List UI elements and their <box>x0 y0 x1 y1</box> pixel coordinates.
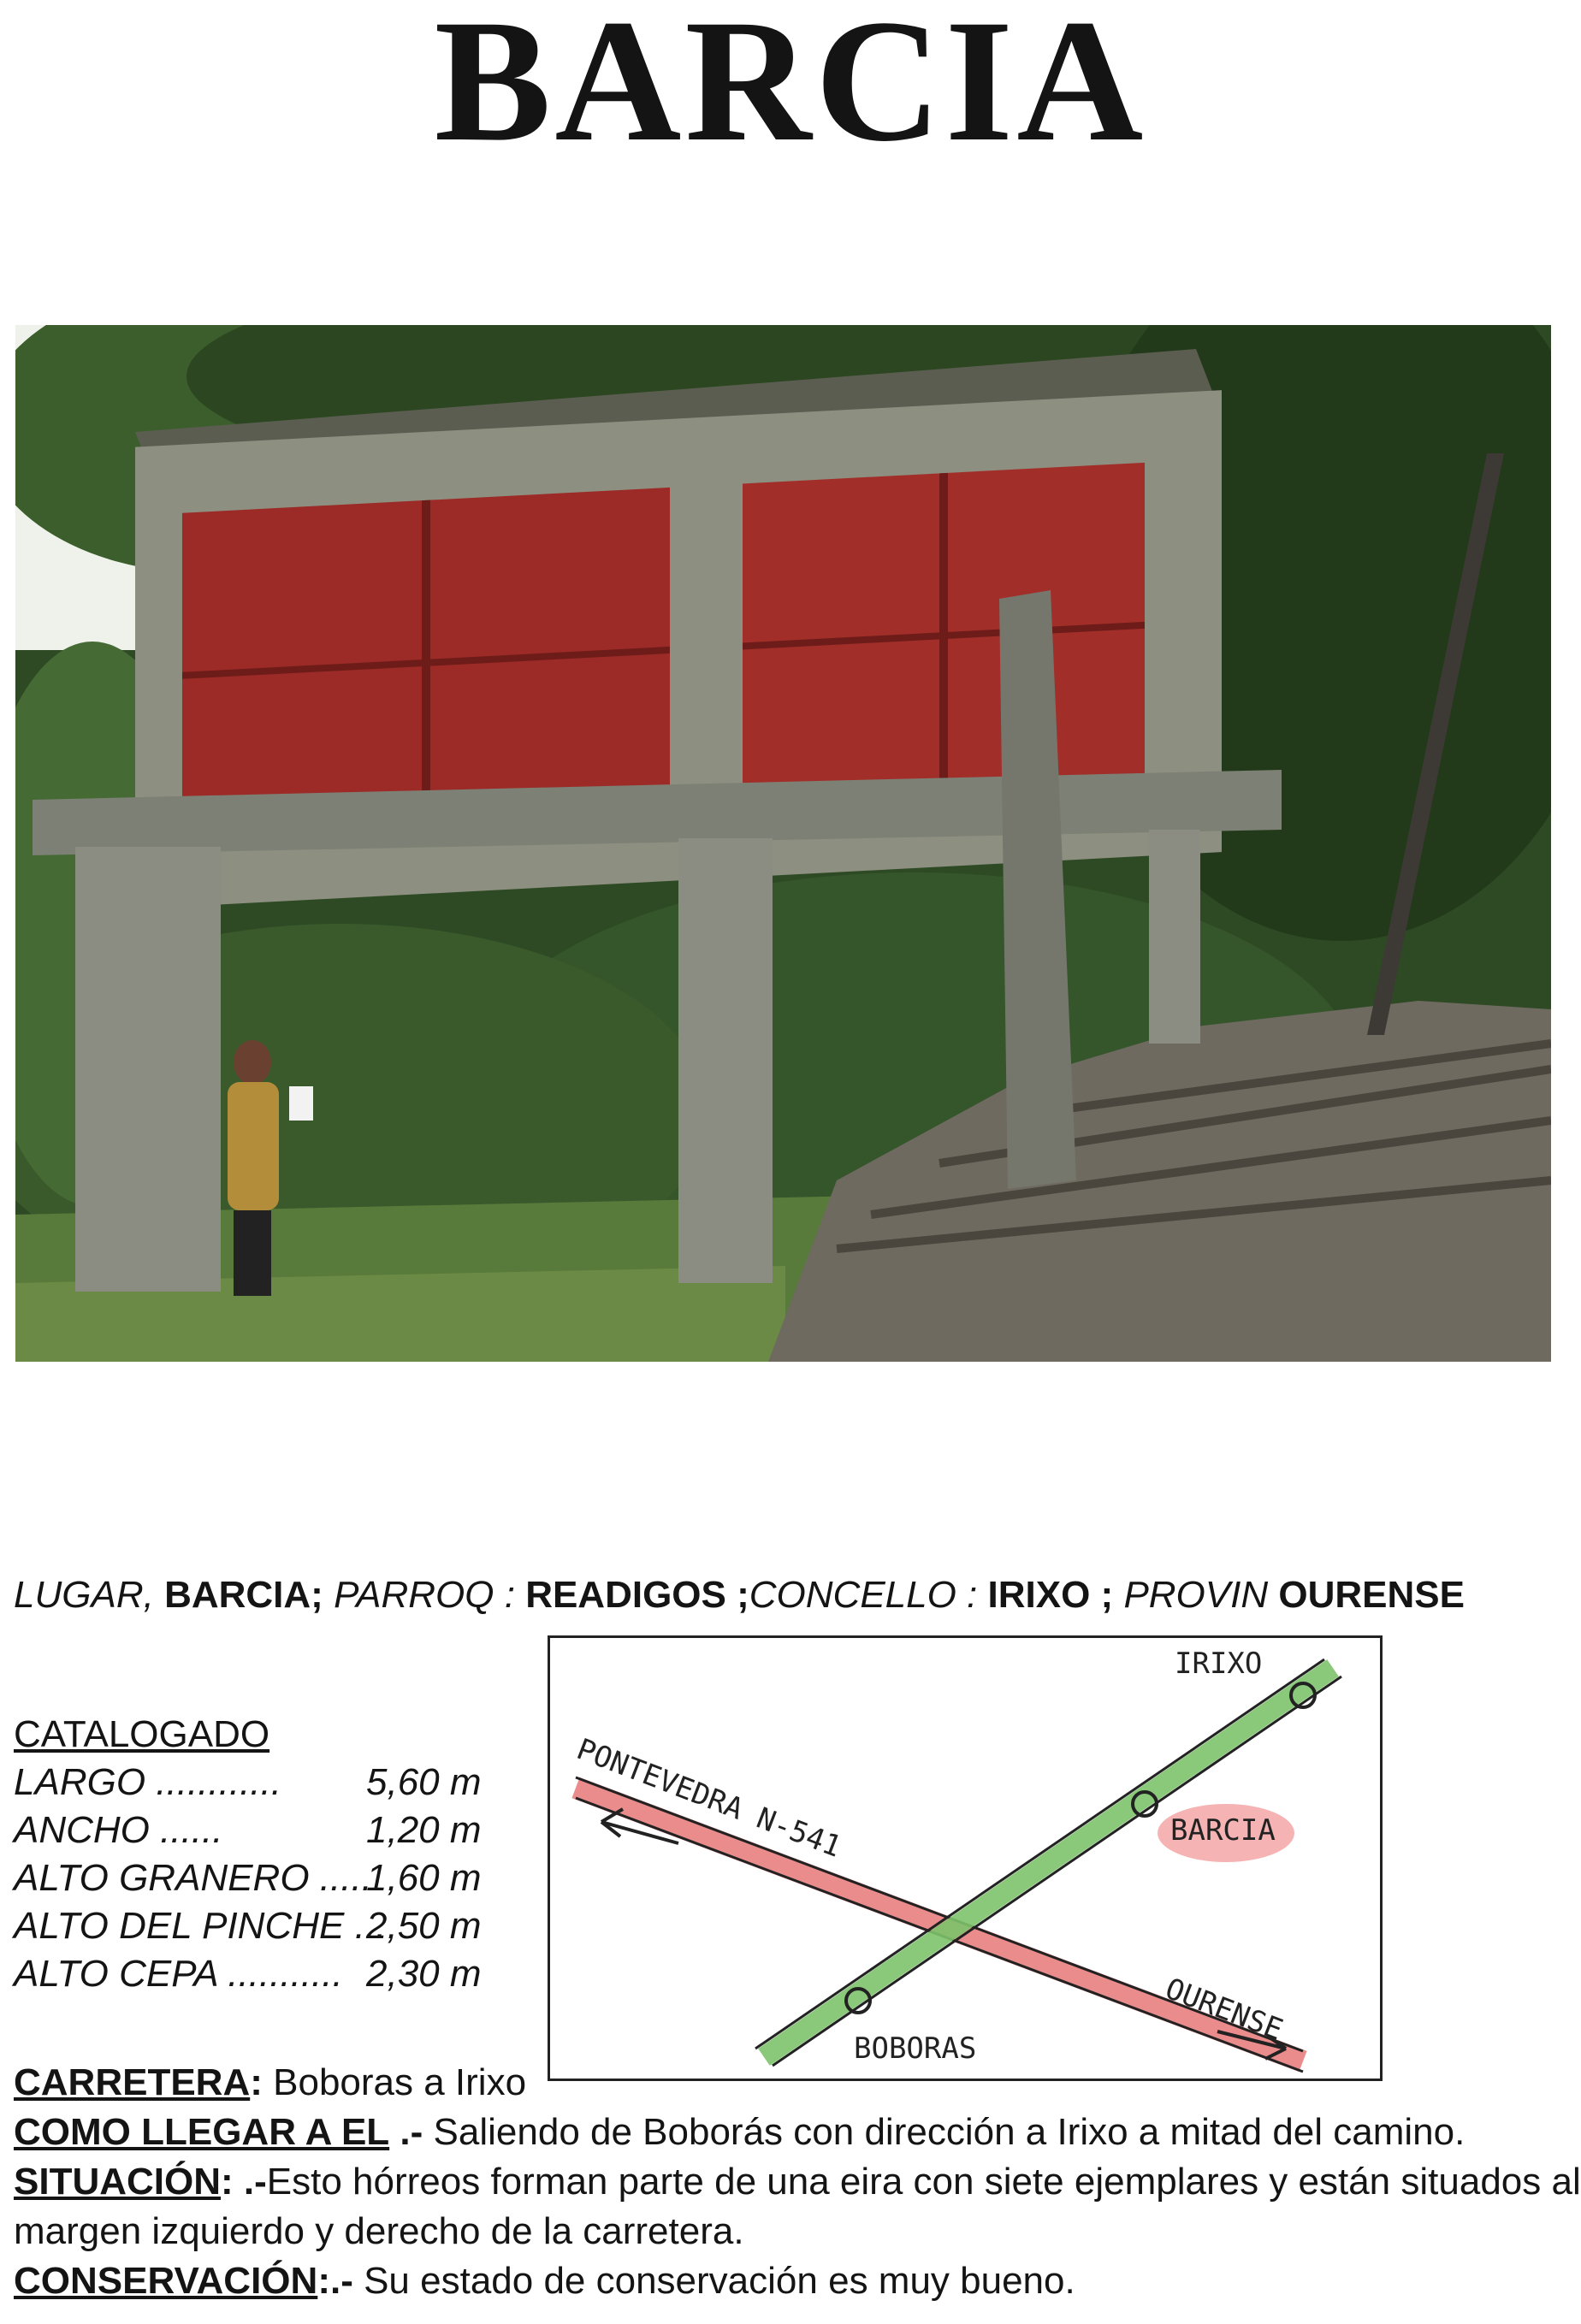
lugar-value: BARCIA; <box>164 1574 323 1616</box>
carretera-line <box>14 2061 526 2104</box>
local-road <box>764 1668 1333 2057</box>
conservacion-sep: :.- <box>317 2260 353 2302</box>
map-label-road: PONTEVEDRA N-541 <box>571 1732 846 1865</box>
como-label: COMO LLEGAR A EL <box>14 2111 390 2153</box>
catalog-row-label: ALTO CEPA ........... <box>14 1953 343 1995</box>
catalog-row-label: ANCHO ...... <box>14 1809 223 1851</box>
catalog-section <box>14 1713 493 2001</box>
conservacion-label: CONSERVACIÓN <box>14 2260 318 2302</box>
concello-value: IRIXO ; <box>987 1574 1114 1616</box>
conservacion-line <box>14 2260 1075 2303</box>
catalog-row <box>14 1953 493 2001</box>
parroq-label: PARROQ : <box>334 1574 515 1616</box>
parroq-value: READIGOS ; <box>525 1574 749 1616</box>
como-sep: .- <box>400 2111 423 2153</box>
map-label-irixo: IRIXO <box>1175 1647 1263 1681</box>
map-label-ourense: OURENSE <box>1160 1972 1288 2048</box>
como-line <box>14 2111 1465 2154</box>
catalog-row-value: 2,50 m <box>366 1905 482 1947</box>
carretera-label: CARRETERA <box>14 2061 251 2103</box>
conservacion-value: Su estado de conservación es muy bueno. <box>364 2260 1075 2302</box>
catalog-row <box>14 1761 493 1809</box>
lugar-label: LUGAR, <box>14 1574 154 1616</box>
provin-value: OURENSE <box>1278 1574 1465 1616</box>
concello-label: CONCELLO : <box>749 1574 978 1616</box>
catalog-row-value: 2,30 m <box>366 1953 482 1995</box>
page-title: BARCIA <box>434 0 1147 178</box>
catalog-row <box>14 1809 493 1857</box>
horreo-photo <box>15 325 1551 1362</box>
catalog-row <box>14 1857 493 1905</box>
location-line <box>14 1574 1465 1617</box>
carretera-sep: : <box>250 2061 263 2103</box>
situacion-line <box>14 2161 1581 2203</box>
situacion-sep: : .- <box>221 2161 267 2203</box>
map-label-barcia: BARCIA <box>1170 1813 1276 1848</box>
catalog-row-value: 1,20 m <box>366 1809 482 1851</box>
location-map <box>548 1635 1383 2081</box>
carretera-value: Boboras a Irixo <box>273 2061 527 2103</box>
situacion-line-2 <box>14 2210 744 2253</box>
catalog-row-value: 1,60 m <box>366 1857 482 1899</box>
situacion-value-2: margen izquierdo y derecho de la carretera. <box>14 2210 744 2252</box>
catalog-row-value: 5,60 m <box>366 1761 482 1803</box>
catalog-row-label: ALTO DEL PINCHE ... <box>14 1905 387 1947</box>
catalog-row-label: ALTO GRANERO ..... <box>14 1857 372 1899</box>
provin-label: PROVIN <box>1123 1574 1269 1616</box>
catalog-row <box>14 1905 493 1953</box>
situacion-label: SITUACIÓN <box>14 2161 221 2203</box>
horreo-illustration <box>15 325 1551 1362</box>
como-value: Saliendo de Boborás con dirección a Irixo a mitad del camino. <box>433 2111 1466 2153</box>
map-label-boboras: BOBORAS <box>854 2031 977 2066</box>
catalog-title: CATALOGADO <box>14 1713 270 1755</box>
catalog-row-label: LARGO ............ <box>14 1761 281 1803</box>
situacion-value: Esto hórreos forman parte de una eira con siete ejemplares y están situados al <box>266 2161 1581 2203</box>
